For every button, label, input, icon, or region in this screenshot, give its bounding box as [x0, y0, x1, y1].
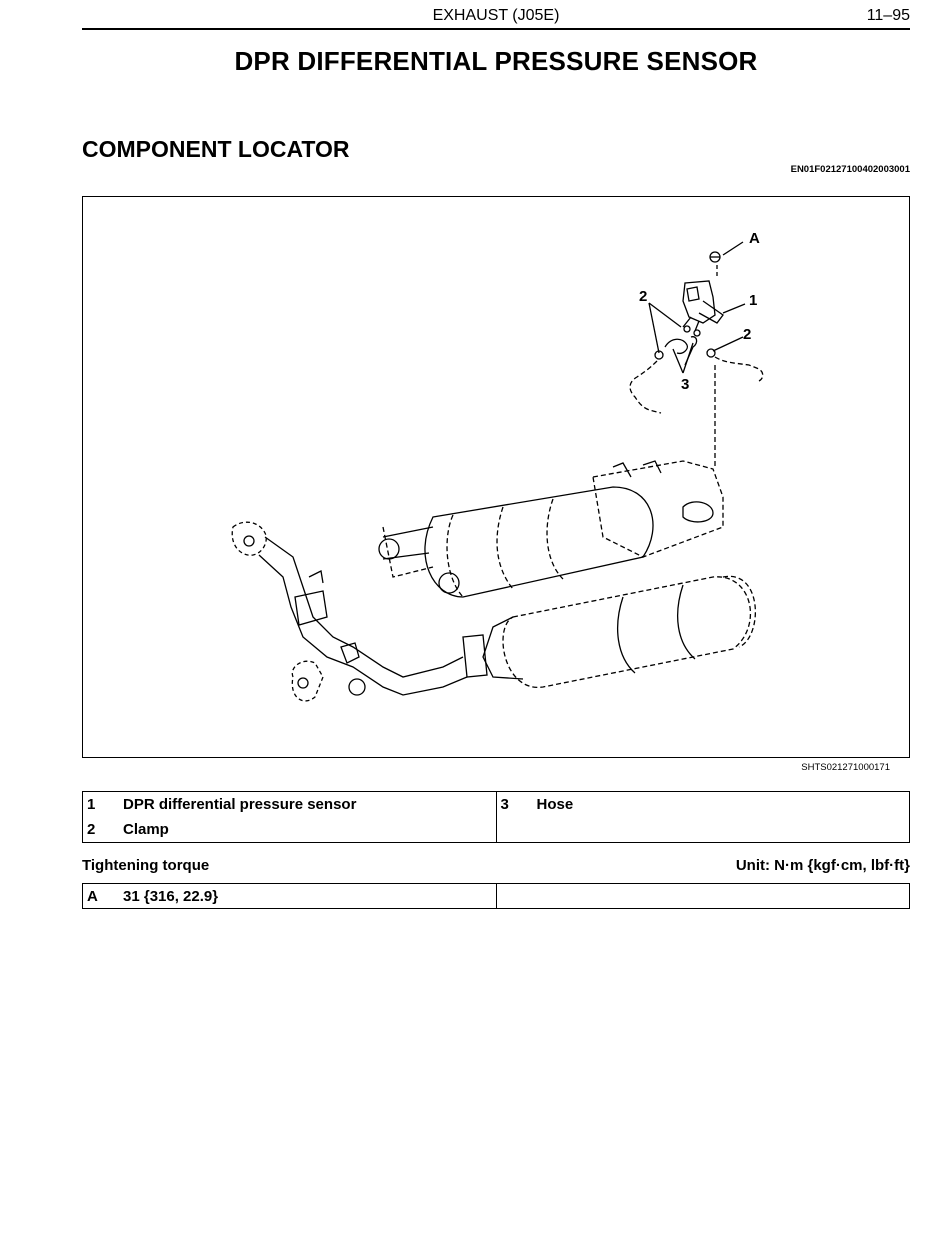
callout-1: 1	[749, 292, 758, 309]
torque-empty-cell	[496, 884, 909, 909]
legend-row	[83, 792, 496, 817]
hose-assembly	[630, 337, 763, 467]
upper-filter-canister	[379, 487, 653, 597]
torque-table	[82, 883, 910, 909]
legend-number: 2	[87, 821, 96, 838]
page-number: 11–95	[866, 7, 910, 24]
callout-leaders	[649, 242, 745, 373]
header-rule	[82, 28, 910, 30]
page-header	[82, 4, 910, 28]
legend-row	[497, 792, 909, 817]
legend-right-column	[496, 792, 909, 843]
page-title: DPR DIFFERENTIAL PRESSURE SENSOR	[234, 46, 758, 76]
front-exhaust-pipe	[232, 522, 467, 701]
header-title: EXHAUST (J05E)	[432, 7, 560, 24]
torque-cell	[83, 884, 497, 909]
callout-3: 3	[681, 376, 690, 393]
component-legend-table	[82, 791, 910, 843]
legend-label: DPR differential pressure sensor	[123, 796, 357, 813]
dpr-sensor-assembly	[683, 252, 723, 336]
legend-left-column	[83, 792, 497, 843]
mounting-bracket	[593, 461, 723, 557]
legend-number: 3	[500, 796, 509, 813]
table-row	[83, 884, 910, 909]
legend-number: 1	[87, 796, 96, 813]
torque-value: 31 {316, 22.9}	[123, 887, 219, 905]
torque-key: A	[87, 887, 98, 905]
callout-2-left: 2	[639, 288, 648, 305]
legend-label: Clamp	[123, 821, 169, 838]
document-id: EN01F02127100402003001	[790, 164, 910, 175]
exhaust-illustration	[83, 197, 909, 757]
torque-label: Tightening torque	[82, 857, 210, 874]
legend-label: Hose	[536, 796, 574, 813]
torque-unit: Unit: N·m {kgf·cm, lbf·ft}	[735, 857, 910, 874]
section-title: COMPONENT LOCATOR	[82, 136, 350, 162]
callout-2-right: 2	[743, 326, 752, 343]
lower-catalyst-canister	[463, 576, 755, 687]
callout-A: A	[749, 230, 760, 247]
figure-id: SHTS021271000171	[801, 762, 890, 773]
component-diagram	[82, 196, 910, 758]
legend-row	[83, 817, 496, 842]
